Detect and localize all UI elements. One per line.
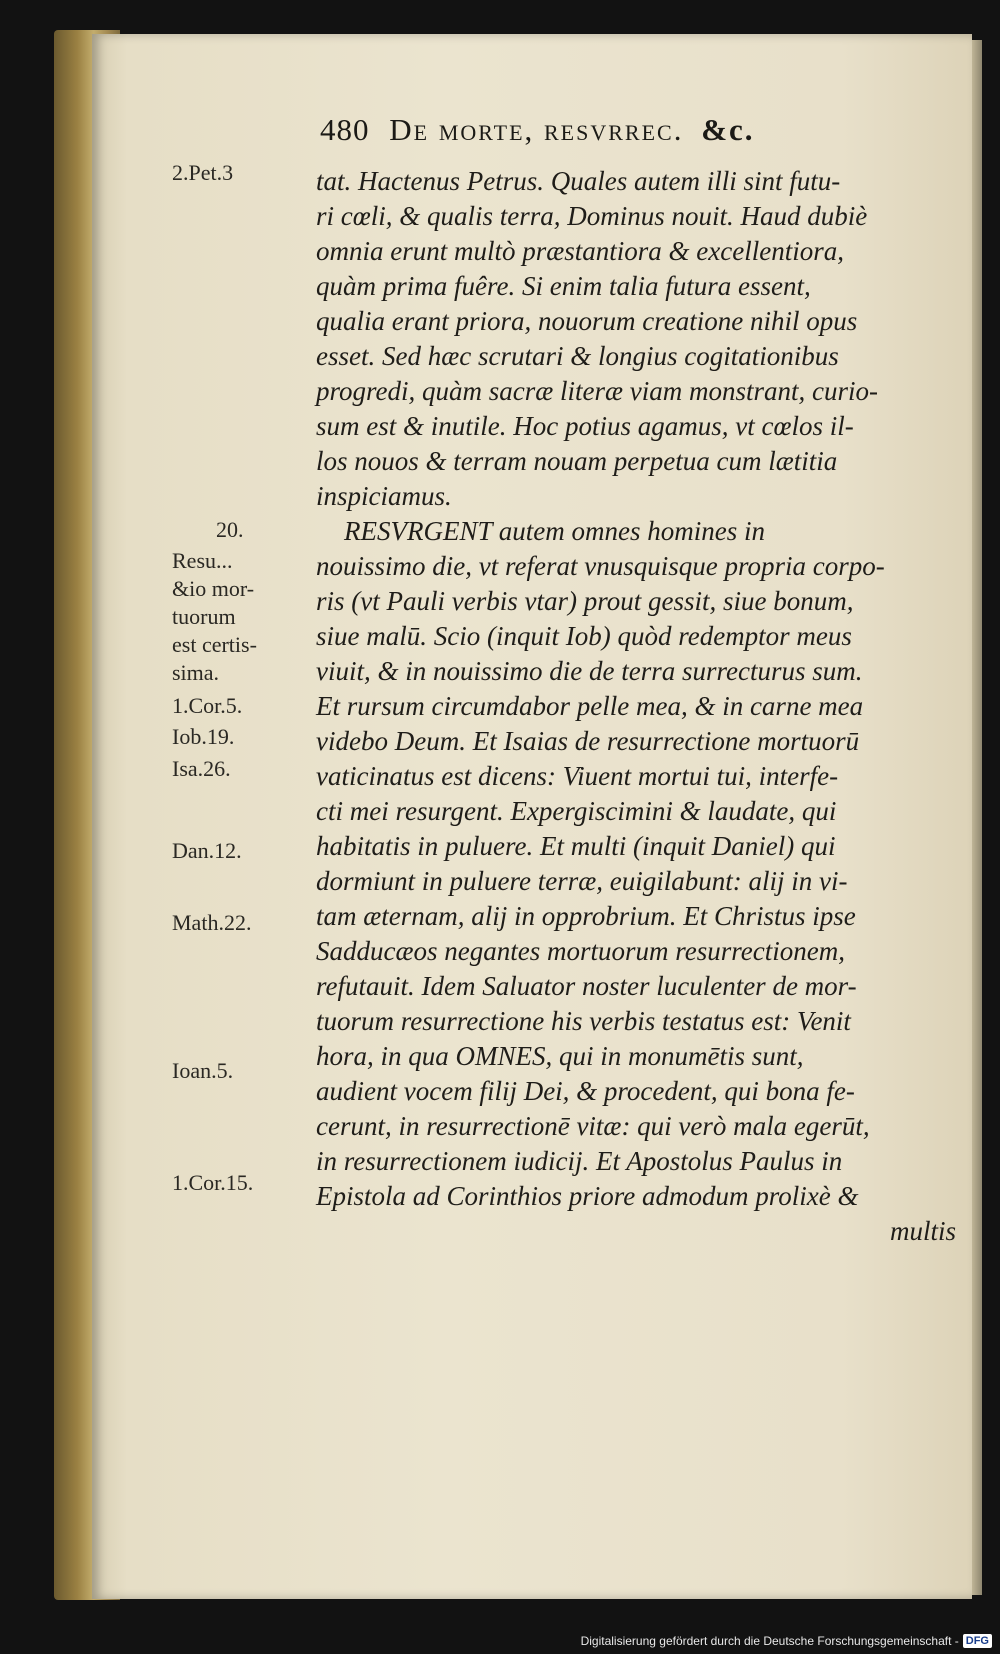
margin-note-1cor15: 1.Cor.15. (172, 1170, 254, 1195)
text-line: ris (vt Pauli verbis vtar) prout gessit, siue bonum, (316, 586, 854, 616)
margin-note-dan12: Dan.12. (172, 838, 242, 863)
text-line: los nouos & terram nouam perpetua cum lætitia (316, 446, 838, 476)
margin-note-summary-4: est certis- (172, 632, 257, 657)
digitization-credit (581, 1632, 992, 1650)
text-line: viuit, & in nouissimo die de terra surrecturus sum. (316, 656, 863, 686)
margin-note-summary-2: &io mor- (172, 576, 255, 601)
margin-note-summary-5: sima. (172, 660, 220, 685)
text-line: qualia erant priora, nouorum creatione nihil opus (316, 306, 858, 336)
text-line: dormiunt in puluere terræ, euigilabunt: alij in vi- (316, 866, 848, 896)
dfg-logo: DFG (963, 1634, 992, 1648)
margin-note-math22: Math.22. (172, 910, 252, 935)
text-line: tam æternam, alij in opprobrium. Et Christus ipse (316, 901, 856, 931)
text-line: refutauit. Idem Saluator noster luculenter de mor- (316, 971, 857, 1001)
margin-note-iob19: Iob.19. (172, 724, 235, 749)
margin-note-isa26: Isa.26. (172, 756, 231, 781)
running-title: De morte, resvrrec. (389, 112, 684, 147)
catchword: multis (889, 1216, 956, 1246)
paragraph-start-line: RESVRGENT autem omnes homines in (344, 516, 765, 546)
text-line: nouissimo die, vt referat vnusquisque propria corpo- (316, 551, 885, 581)
text-line: siue malū. Scio (inquit Iob) quòd redemptor meus (316, 621, 852, 651)
page-number: 480 (320, 112, 370, 147)
margin-note-2pet3: 2.Pet.3 (172, 160, 234, 185)
margin-note-summary-1: Resu... (172, 548, 233, 573)
text-line: Sadducæos negantes mortuorum resurrectionem, (316, 936, 845, 966)
text-line: hora, in qua OMNES, qui in monumētis sunt, (316, 1041, 804, 1071)
text-line: progredi, quàm sacræ literæ viam monstrant, curio- (316, 376, 878, 406)
text-line: videbo Deum. Et Isaias de resurrectione mortuorū (316, 726, 860, 756)
running-title-etc: &c. (701, 112, 755, 147)
text-line: in resurrectionem iudicij. Et Apostolus Paulus in (316, 1146, 843, 1176)
main-text-block (316, 164, 956, 1249)
text-line: inspiciamus. (316, 481, 452, 511)
margin-note-summary-3: tuorum (172, 604, 236, 629)
text-line: Epistola ad Corinthios priore admodum prolixè & (316, 1181, 859, 1211)
text-line: habitatis in puluere. Et multi (inquit Daniel) qui (316, 831, 836, 861)
text-line: ri cœli, & qualis terra, Dominus nouit. Haud dubiè (316, 201, 868, 231)
margin-note-1cor5: 1.Cor.5. (172, 693, 243, 718)
text-line: cti mei resurgent. Expergiscimini & laudate, qui (316, 796, 837, 826)
margin-note-section-number: 20. (216, 517, 244, 542)
text-line: esset. Sed hæc scrutari & longius cogitationibus (316, 341, 839, 371)
text-line: Et rursum circumdabor pelle mea, & in carne mea (316, 691, 864, 721)
page-header (320, 112, 920, 148)
text-line: tuorum resurrectione his verbis testatus est: Venit (316, 1006, 851, 1036)
text-line: quàm prima fuêre. Si enim talia futura essent, (316, 271, 811, 301)
page-edge (972, 40, 982, 1595)
text-line: audient vocem filij Dei, & procedent, qui bona fe- (316, 1076, 855, 1106)
margin-note-ioan5: Ioan.5. (172, 1058, 234, 1083)
text-line: tat. Hactenus Petrus. Quales autem illi sint futu- (316, 166, 841, 196)
text-line: sum est & inutile. Hoc potius agamus, vt cœlos il- (316, 411, 854, 441)
credit-text: Digitalisierung gefördert durch die Deutsche Forschungsgemeinschaft - (580, 1634, 959, 1648)
text-line: vaticinatus est dicens: Viuent mortui tui, interfe- (316, 761, 839, 791)
text-line: cerunt, in resurrectionē vitæ: qui verò mala egerūt, (316, 1111, 870, 1141)
text-line: omnia erunt multò præstantiora & excellentiora, (316, 236, 844, 266)
